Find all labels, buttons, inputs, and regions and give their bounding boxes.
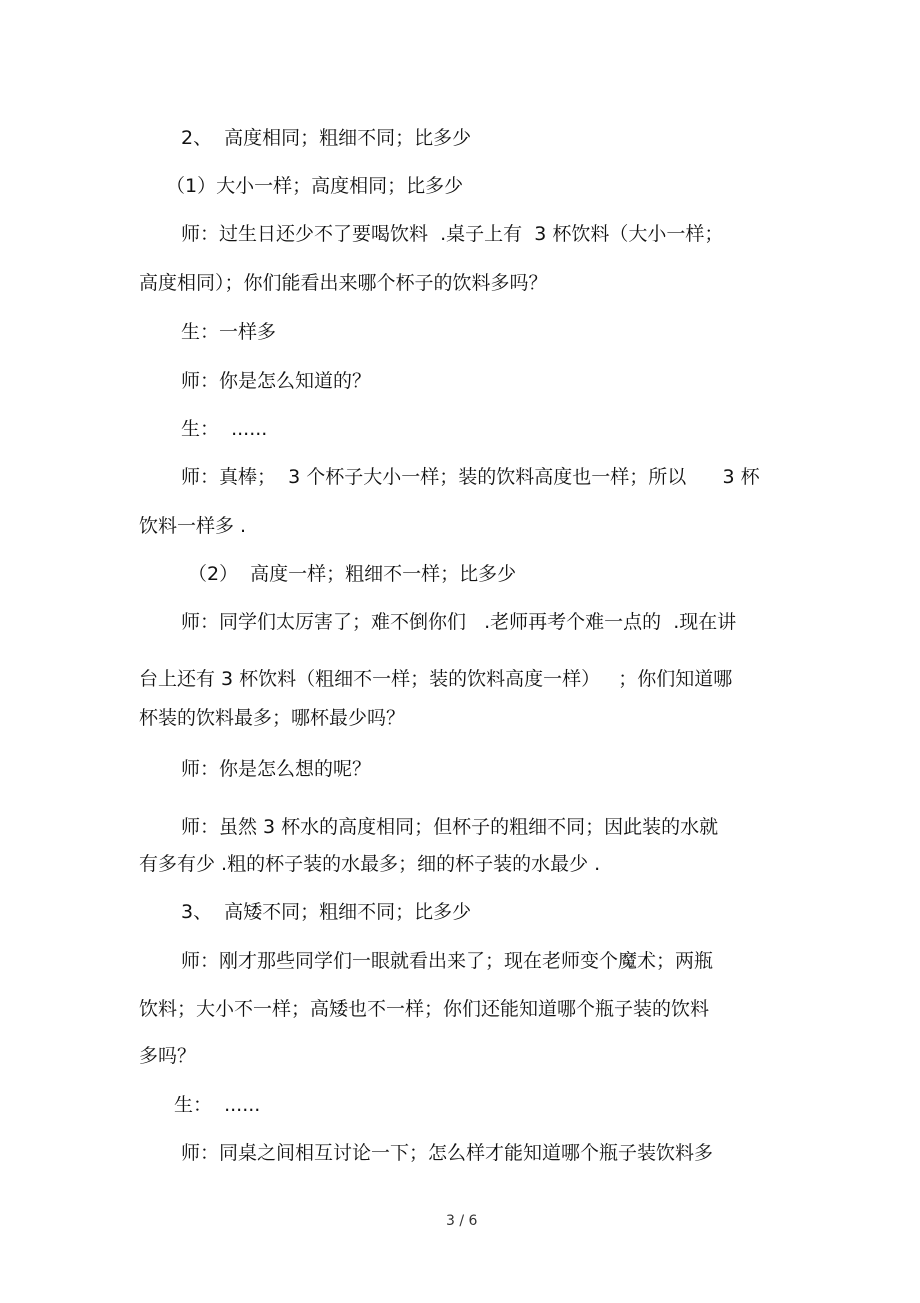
- text-line: 师：刚才那些同学们一眼就看出来了；现在老师变个魔术；两瓶: [181, 950, 714, 972]
- text-line: （1）大小一样；高度相同；比多少: [166, 175, 464, 197]
- text-line: 生： ......: [174, 1094, 261, 1116]
- text-line: 高度相同）；你们能看出来哪个杯子的饮料多吗？: [139, 272, 548, 294]
- text-line: 饮料一样多 .: [139, 515, 247, 537]
- text-line: 生： ......: [181, 418, 268, 440]
- text-line: 生：一样多: [181, 321, 277, 343]
- text-line: 师：同学们太厉害了；难不倒你们 .老师再考个难一点的 .现在讲: [181, 611, 737, 633]
- text-line: 师：你是怎么想的呢？: [181, 758, 372, 780]
- text-line: 师：真棒； 3 个杯子大小一样；装的饮料高度也一样；所以 3 杯: [181, 466, 760, 488]
- text-line: 师：同桌之间相互讨论一下；怎么样才能知道哪个瓶子装饮料多: [181, 1142, 714, 1164]
- text-line: 台上还有 3 杯饮料（粗细不一样；装的饮料高度一样） ；你们知道哪: [139, 668, 733, 690]
- text-line: 师：你是怎么知道的？: [181, 370, 372, 392]
- page-number: 3 / 6: [446, 1213, 478, 1229]
- text-line: 师：过生日还少不了要喝饮料 .桌子上有 3 杯饮料（大小一样；: [181, 223, 724, 245]
- text-line: 饮料；大小不一样；高矮也不一样；你们还能知道哪个瓶子装的饮料: [139, 998, 710, 1020]
- text-line: （2） 高度一样；粗细不一样；比多少: [188, 563, 517, 585]
- text-line: 2、 高度相同；粗细不同；比多少: [181, 127, 472, 149]
- text-line: 多吗？: [139, 1045, 197, 1067]
- text-line: 3、 高矮不同；粗细不同；比多少: [181, 901, 472, 923]
- text-line: 有多有少 .粗的杯子装的水最多；细的杯子装的水最少 .: [139, 853, 601, 875]
- text-line: 杯装的饮料最多；哪杯最少吗？: [139, 707, 406, 729]
- text-line: 师：虽然 3 杯水的高度相同；但杯子的粗细不同；因此装的水就: [181, 816, 719, 838]
